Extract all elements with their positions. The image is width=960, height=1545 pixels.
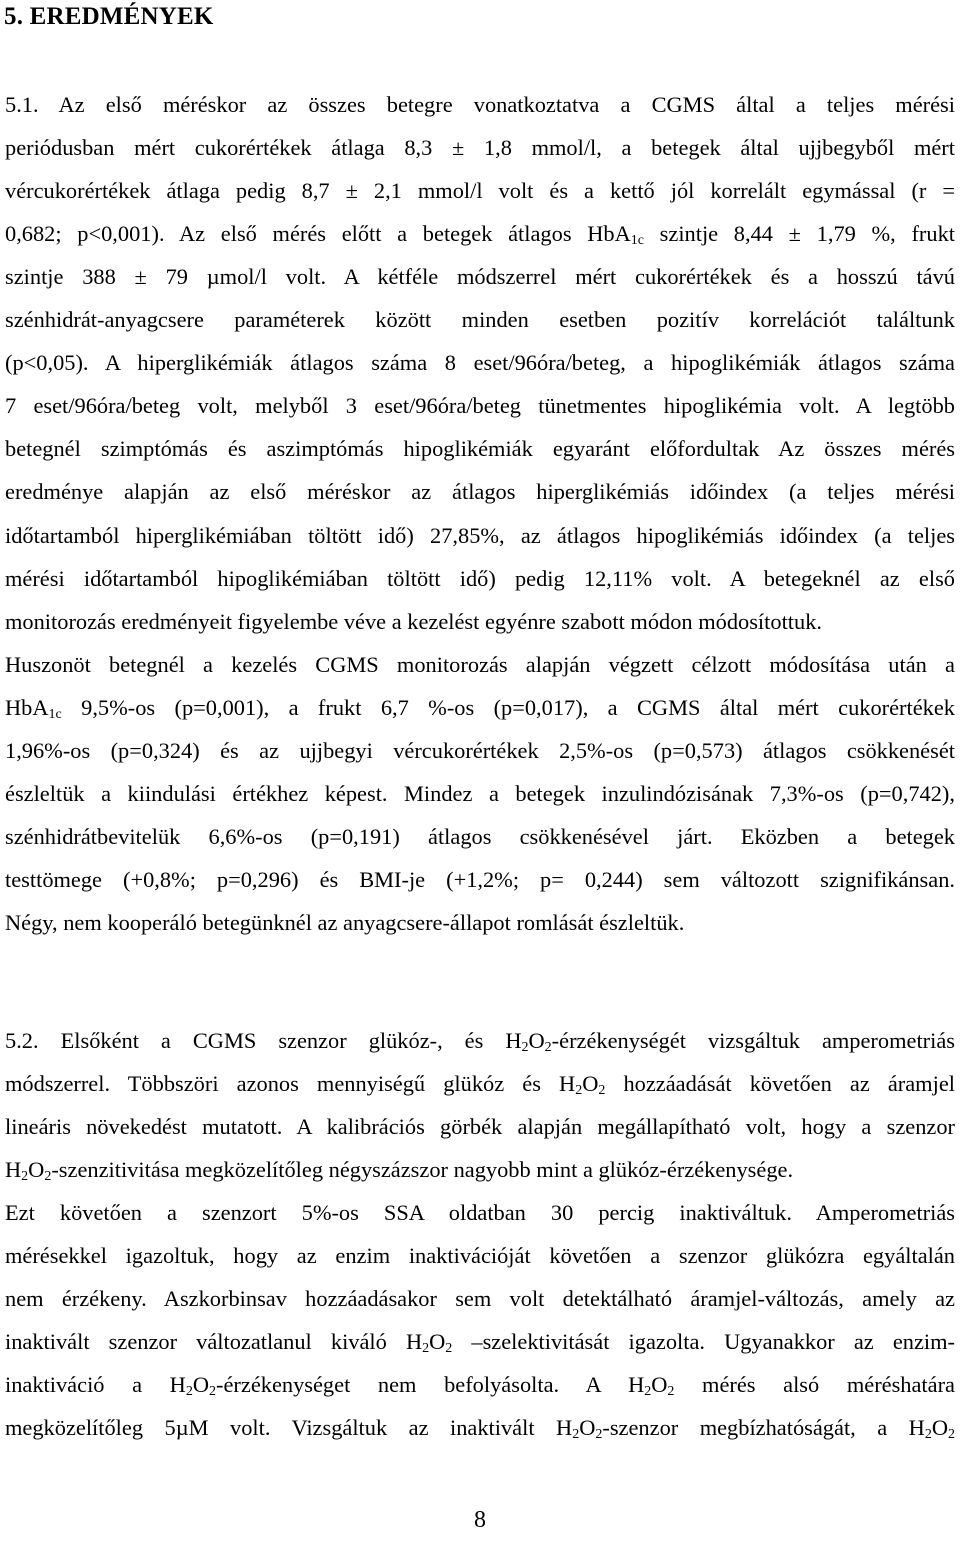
- subscript-text: 2: [544, 1040, 552, 1055]
- line-text: -érzékenységet nem befolyásolta. A H: [216, 1372, 645, 1397]
- line-text: Négy, nem kooperáló betegünknél az anyagcsere-állapot romlását észleltük.: [5, 909, 685, 935]
- paragraph-2-line: [5, 1284, 955, 1314]
- subscript-text: 1c: [48, 706, 62, 722]
- line-text: szintje 8,44 ± 1,79 %, frukt: [643, 221, 955, 247]
- paragraph-1-line: [5, 477, 955, 507]
- line-text: szintje 388 ± 79 µmol/l volt. A kétféle módszerrel mért cukorértékek és a hosszú távú: [5, 264, 955, 290]
- paragraph-1-line: [5, 564, 955, 594]
- paragraph-2-line: [5, 1112, 955, 1142]
- subscript-text: 2: [575, 1083, 583, 1098]
- paragraph-1-line: [5, 262, 955, 292]
- paragraph-1-line: [5, 348, 955, 378]
- paragraph-2-line: [5, 1026, 955, 1056]
- subscript-text: 2: [948, 1427, 955, 1442]
- line-text: O: [579, 1415, 596, 1440]
- paragraph-2-line: [5, 1198, 955, 1228]
- line-text: hozzáadását követően az áramjel: [605, 1071, 955, 1096]
- paragraph-1-line: [5, 434, 955, 464]
- paragraph-2-line: [5, 1413, 955, 1443]
- line-text: inaktivált szenzor változatlanul kiváló H: [5, 1329, 423, 1354]
- subscript-text: 2: [21, 1169, 29, 1184]
- paragraph-2-line: [5, 1370, 955, 1400]
- paragraph-1-line: [5, 521, 955, 551]
- line-text: periódusban mért cukorértékek átlaga 8,3 ± 1,8 mmol/l, a betegek által ujjbegyből mért: [5, 135, 955, 161]
- subscript-text: 2: [924, 1427, 932, 1442]
- line-text: (p<0,05). A hiperglikémiák átlagos száma 8 eset/96óra/beteg, a hipoglikémiák átlagos száma: [5, 350, 955, 376]
- line-text: 5.2. Elsőként a CGMS szenzor glükóz-, és H: [5, 1028, 522, 1053]
- line-text: Ezt követően a szenzort 5%-os SSA oldatban 30 percig inaktiváltuk. Amperometriás: [5, 1200, 955, 1225]
- line-text: időtartamból hiperglikémiában töltött idő) 27,85%, az átlagos hipoglikémiás időindex (a teljes: [5, 522, 955, 548]
- paragraph-1-line: [5, 736, 955, 766]
- subscript-text: 2: [521, 1040, 529, 1055]
- paragraph-1-line: [5, 650, 955, 680]
- line-text: betegnél szimptómás és aszimptómás hipoglikémiák egyaránt előfordultak Az összes mérés: [5, 436, 955, 462]
- line-text: vércukorértékek átlaga pedig 8,7 ± 2,1 mmol/l volt és a kettő jól korrelált egymással (r =: [5, 178, 955, 204]
- subscript-text: 1c: [630, 233, 644, 249]
- line-text: 9,5%-os (p=0,001), a frukt 6,7 %-os (p=0,017), a CGMS által mért cukorértékek: [61, 694, 955, 720]
- line-text: O: [931, 1415, 948, 1440]
- subscript-text: 2: [44, 1169, 52, 1184]
- page-number: 8: [474, 1507, 486, 1533]
- line-text: 0,682; p<0,001). Az első mérés előtt a betegek átlagos HbA: [5, 221, 631, 247]
- line-text: szénhidrátbevitelük 6,6%-os (p=0,191) átlagos csökkenésével járt. Eközben a betegek: [5, 823, 955, 849]
- subscript-text: 2: [209, 1384, 217, 1399]
- line-text: Huszonöt betegnél a kezelés CGMS monitorozás alapján végzett célzott módosítása után a: [5, 651, 955, 677]
- line-text: mérési időtartamból hipoglikémiában töltött idő) pedig 12,11% volt. A betegeknél az első: [5, 565, 955, 591]
- line-text: 1,96%-os (p=0,324) és az ujjbegyi vércukorértékek 2,5%-os (p=0,573) átlagos csökkenését: [5, 737, 955, 763]
- line-text: H: [5, 1157, 22, 1182]
- paragraph-1-line: [5, 822, 955, 852]
- line-text: O: [582, 1071, 599, 1096]
- line-text: észleltük a kiindulási értékhez képest. Mindez a betegek inzulindózisának 7,3%-os (p=0,742),: [5, 780, 955, 806]
- paragraph-1-line: [5, 693, 955, 723]
- paragraph-1-line: [5, 219, 955, 249]
- paragraph-1-line: [5, 779, 955, 809]
- line-text: megközelítőleg 5µM volt. Vizsgáltuk az inaktivált H: [5, 1415, 573, 1440]
- line-text: módszerrel. Többszöri azonos mennyiségű glükóz és H: [5, 1071, 576, 1096]
- line-text: szénhidrát-anyagcsere paraméterek között minden esetben pozitív korrelációt találtunk: [5, 307, 955, 333]
- line-text: monitorozás eredményeit figyelembe véve a kezelést egyénre szabott módon módosítottuk.: [5, 608, 822, 634]
- subscript-text: 2: [572, 1427, 580, 1442]
- subscript-text: 2: [644, 1384, 652, 1399]
- line-text: mérés alsó méréshatára: [674, 1372, 955, 1397]
- subscript-text: 2: [422, 1341, 430, 1356]
- paragraph-1-line: [5, 133, 955, 163]
- line-text: -szenzitivitása megközelítőleg négyszázszor nagyobb mint a glükóz-érzékenysége.: [51, 1157, 794, 1182]
- paragraph-1-line: [5, 305, 955, 335]
- section-heading: 5. EREDMÉNYEK: [4, 3, 214, 30]
- paragraph-2-line: [5, 1155, 955, 1185]
- subscript-text: 2: [445, 1341, 453, 1356]
- line-text: 7 eset/96óra/beteg volt, melyből 3 eset/96óra/beteg tünetmentes hipoglikémia volt. A legtöbb: [5, 393, 955, 419]
- paragraph-1-line: [5, 908, 955, 938]
- line-text: O: [429, 1329, 446, 1354]
- line-text: eredménye alapján az első méréskor az átlagos hiperglikémiás időindex (a teljes mérési: [5, 479, 955, 505]
- line-text: O: [28, 1157, 45, 1182]
- line-text: -szenzor megbízhatóságát, a H: [602, 1415, 925, 1440]
- subscript-text: 2: [667, 1384, 675, 1399]
- line-text: nem érzékeny. Aszkorbinsav hozzáadásakor sem volt detektálható áramjel-változás, amely az: [5, 1286, 955, 1311]
- paragraph-1-line: [5, 90, 955, 120]
- paragraph-1-line: [5, 176, 955, 206]
- paragraph-1-line: [5, 607, 955, 637]
- line-text: mérésekkel igazoltuk, hogy az enzim inaktivációját követően a szenzor glükózra egyáltalán: [5, 1243, 955, 1268]
- subscript-text: 2: [598, 1083, 606, 1098]
- subscript-text: 2: [595, 1427, 603, 1442]
- subscript-text: 2: [185, 1384, 193, 1399]
- paragraph-2-line: [5, 1327, 955, 1357]
- paragraph-1-line: [5, 865, 955, 895]
- paragraph-2-line: [5, 1241, 955, 1271]
- line-text: lineáris növekedést mutatott. A kalibrációs görbék alapján megállapítható volt, hogy a szenzor: [5, 1114, 955, 1139]
- line-text: O: [651, 1372, 668, 1397]
- line-text: O: [192, 1372, 210, 1397]
- line-text: inaktiváció a H: [5, 1372, 186, 1397]
- line-text: testtömege (+0,8%; p=0,296) és BMI-je (+1,2%; p= 0,244) sem változott szignifikánsan.: [5, 866, 955, 892]
- paragraph-2-line: [5, 1069, 955, 1099]
- line-text: O: [528, 1028, 545, 1053]
- line-text: –szelektivitását igazolta. Ugyanakkor az enzim-: [452, 1329, 955, 1354]
- paragraph-1-line: [5, 391, 955, 421]
- line-text: 5.1. Az első méréskor az összes betegre vonatkoztatva a CGMS által a teljes mérési: [5, 92, 955, 117]
- line-text: HbA: [5, 694, 49, 720]
- line-text: -érzékenységét vizsgáltuk amperometriás: [551, 1028, 955, 1053]
